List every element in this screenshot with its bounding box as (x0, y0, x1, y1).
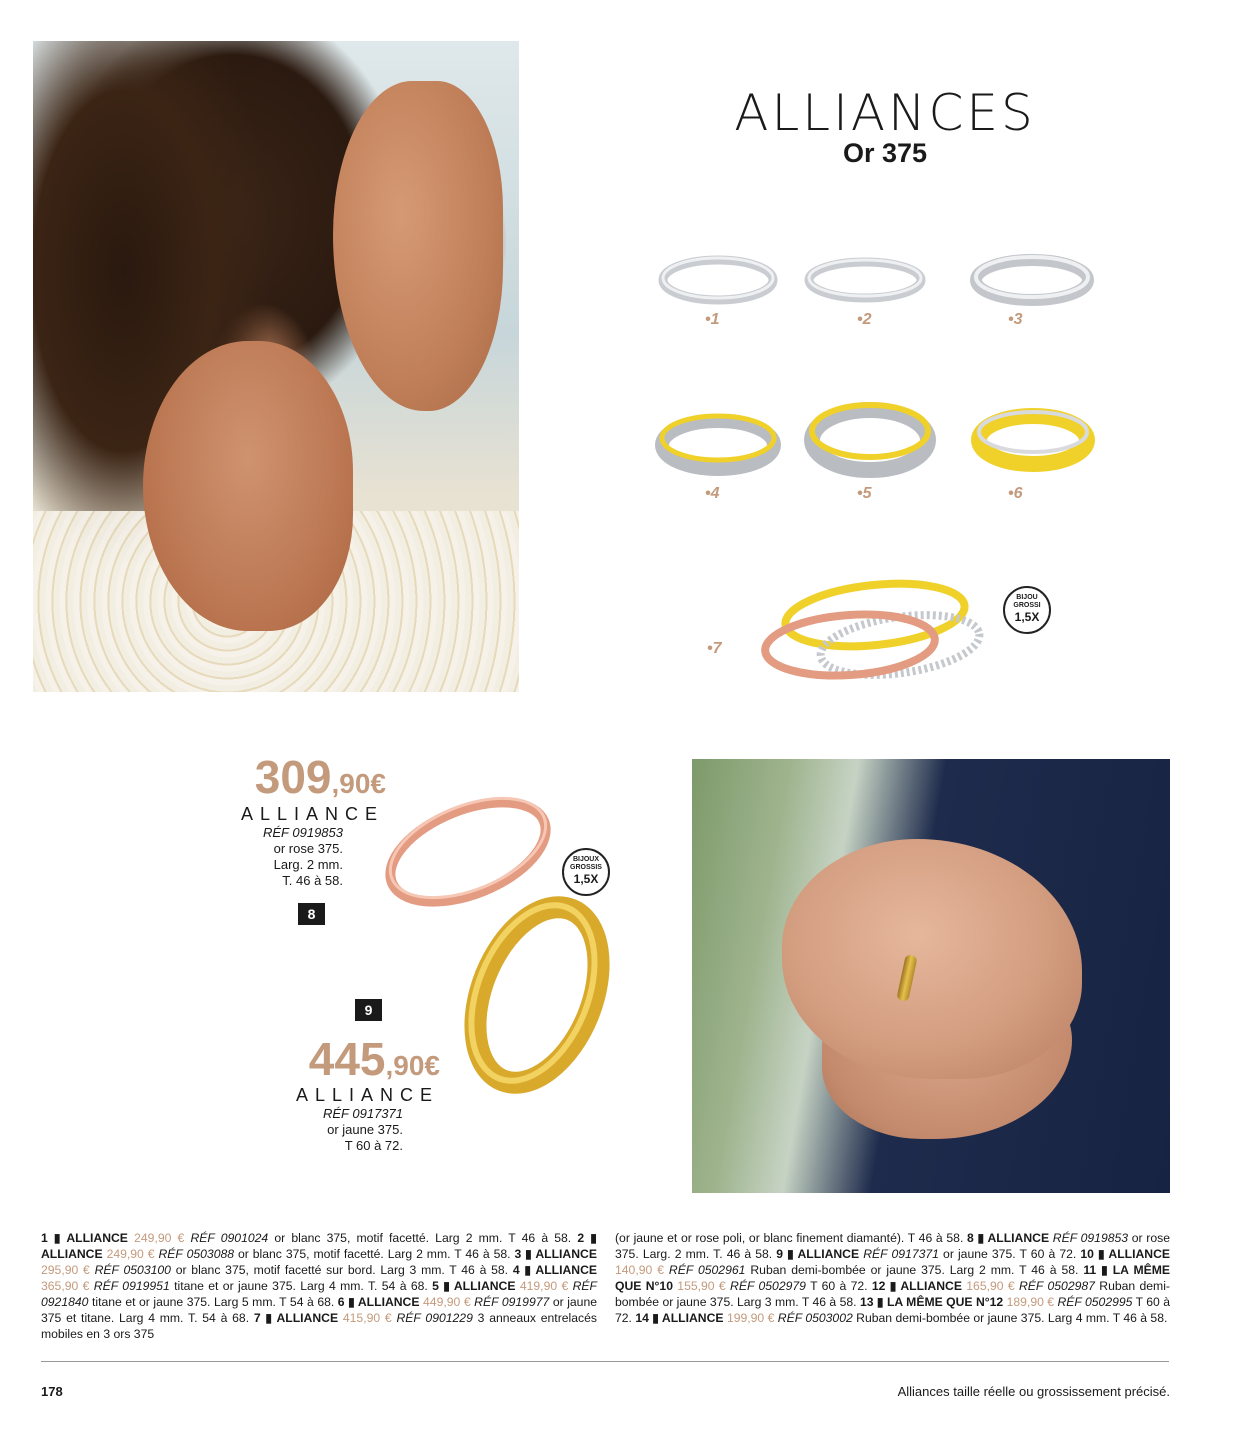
desc-item-text: 3 anneaux entrelacés mobiles en 3 ors 375 (41, 1311, 597, 1341)
ring-thumb-5[interactable] (800, 395, 930, 502)
badge-mid-scale: 1,5X (573, 872, 599, 886)
desc-item-name: 3 ▮ ALLIANCE (514, 1247, 597, 1261)
ring-9-image (455, 895, 620, 1095)
badge-mid-line2: GROSSIS (570, 864, 602, 871)
ring-thumb-7[interactable] (755, 575, 995, 725)
ring-thumb-6[interactable] (965, 400, 1095, 500)
label-product-9: ALLIANCE (295, 1085, 439, 1105)
ring-2-number: •2 (857, 311, 872, 328)
hand-upper-shape (782, 839, 1082, 1079)
ref-8: RÉF 0919853 (263, 825, 343, 840)
price-8-dec: ,90€ (331, 768, 386, 799)
footer-note: Alliances taille réelle ou grossissement précisé. (897, 1384, 1170, 1399)
ring-thumb-4[interactable] (655, 405, 785, 505)
info-product-9 (260, 1106, 403, 1154)
ring-7-number: •7 (707, 640, 722, 657)
ref-9: RÉF 0917371 (323, 1106, 403, 1121)
ring-3-image (965, 245, 1095, 315)
desc-item-text: or jaune 375 et titane. Larg 4 mm. T. 54 à 68. (41, 1295, 598, 1325)
info-9-line2: T 60 à 72. (344, 1138, 403, 1153)
page-subtitle: Or 375 (842, 138, 928, 168)
desc-item-text: titane et or jaune 375. Larg 5 mm. T 54 à 68. (91, 1295, 335, 1309)
ring-6-number: •6 (1008, 485, 1023, 502)
face-shape (333, 81, 503, 411)
desc-item-price: 249,90 € (134, 1231, 185, 1245)
desc-item-ref: RÉF 0921840 (41, 1279, 597, 1309)
desc-item-text: Ruban demi-bombée or jaune 375. Larg 4 mm. T 46 à 58. (856, 1311, 1168, 1325)
desc-item-name: 4 ▮ ALLIANCE (512, 1263, 597, 1277)
description-right-column (615, 1230, 1170, 1326)
ring-6-image (965, 400, 1105, 480)
desc-item-price: 249,90 € (106, 1247, 155, 1261)
desc-item-name: 9 ▮ ALLIANCE (776, 1247, 860, 1261)
desc-item-name: 7 ▮ ALLIANCE (253, 1311, 339, 1325)
desc-item-price: 365,90 € (41, 1279, 90, 1293)
ring-1-image (655, 245, 785, 315)
price-product-8 (238, 750, 386, 804)
ring-5-image (800, 395, 940, 485)
badge-top-line1: BIJOU (1016, 594, 1038, 601)
desc-item-text: T 60 à 72. (810, 1279, 868, 1293)
desc-item-price: 415,90 € (342, 1311, 392, 1325)
magnification-badge-top (1003, 586, 1051, 634)
desc-item-ref: RÉF 0502961 (668, 1263, 746, 1277)
desc-item-name: 12 ▮ ALLIANCE (871, 1279, 962, 1293)
desc-item-text: T 60 à 72. (615, 1295, 1170, 1325)
desc-item-ref: RÉF 0502979 (730, 1279, 806, 1293)
desc-item-name: 11 ▮ LA MÊME QUE N°10 (615, 1263, 1171, 1293)
hand-shape (143, 341, 353, 631)
desc-item-ref: RÉF 0502987 (1019, 1279, 1095, 1293)
price-product-9 (290, 1032, 440, 1086)
ring-3-number: •3 (1008, 311, 1023, 328)
hands-photo (692, 759, 1170, 1193)
desc-item-name: 8 ▮ ALLIANCE (967, 1231, 1050, 1245)
magnification-badge-mid (562, 848, 610, 896)
woman-photo (33, 41, 519, 692)
desc-right-start: (or jaune et or rose poli, or blanc finement diamanté). T 46 à 58. (615, 1231, 964, 1245)
number-box-8: 8 (298, 903, 325, 925)
desc-item-text: or blanc 375, motif facetté. Larg 2 mm. T 46 à 58. (274, 1231, 572, 1245)
info-product-8 (200, 825, 343, 889)
desc-item-ref: RÉF 0901024 (190, 1231, 269, 1245)
desc-item-name: 6 ▮ ALLIANCE (337, 1295, 420, 1309)
desc-item-ref: RÉF 0917371 (863, 1247, 939, 1261)
label-product-8: ALLIANCE (240, 804, 384, 824)
ring-thumb-1[interactable] (655, 245, 785, 345)
desc-item-text: Ruban demi-bombée or jaune 375. Larg 3 mm. T 46 à 58. (615, 1279, 1170, 1309)
desc-item-name: 5 ▮ ALLIANCE (432, 1279, 516, 1293)
ring-thumb-2[interactable] (800, 245, 930, 345)
price-9-dec: ,90€ (385, 1050, 440, 1081)
badge-mid-line1: BIJOUX (572, 856, 600, 863)
ring-7-image (755, 575, 995, 725)
desc-item-price: 140,90 € (615, 1263, 664, 1277)
desc-item-text: or jaune 375. T 60 à 72. (943, 1247, 1077, 1261)
ring-1-number: •1 (705, 311, 720, 328)
desc-item-name: 2 ▮ ALLIANCE (41, 1231, 597, 1261)
desc-item-price: 419,90 € (519, 1279, 569, 1293)
desc-item-price: 189,90 € (1006, 1295, 1055, 1309)
desc-item-ref: RÉF 0919977 (474, 1295, 550, 1309)
desc-item-price: 155,90 € (677, 1279, 726, 1293)
desc-item-text: or blanc 375, motif facetté. Larg 2 mm. T 46 à 58. (237, 1247, 511, 1261)
desc-item-name: 10 ▮ ALLIANCE (1080, 1247, 1171, 1261)
desc-item-ref: RÉF 0901229 (396, 1311, 473, 1325)
desc-item-ref: RÉF 0502995 (1057, 1295, 1133, 1309)
info-8-line2: Larg. 2 mm. (273, 857, 343, 872)
info-9-line1: or jaune 375. (327, 1122, 403, 1137)
ring-9-photo[interactable] (455, 895, 620, 1095)
desc-item-name: 14 ▮ ALLIANCE (635, 1311, 724, 1325)
info-8-line3: T. 46 à 58. (282, 873, 343, 888)
desc-item-price: 165,90 € (966, 1279, 1015, 1293)
desc-item-price: 199,90 € (726, 1311, 775, 1325)
desc-item-name: 1 ▮ ALLIANCE (41, 1231, 128, 1245)
footer-divider (41, 1361, 1169, 1362)
info-8-line1: or rose 375. (273, 841, 343, 856)
desc-item-ref: RÉF 0919951 (93, 1279, 170, 1293)
ring-5-number: •5 (857, 485, 872, 502)
desc-item-ref: RÉF 0503100 (94, 1263, 171, 1277)
desc-item-ref: RÉF 0503088 (158, 1247, 235, 1261)
description-left-column (41, 1230, 597, 1342)
desc-item-ref: RÉF 0503002 (777, 1311, 853, 1325)
badge-top-line2: GROSSI (1013, 602, 1041, 609)
number-box-9: 9 (355, 999, 382, 1021)
page-number: 178 (41, 1384, 63, 1399)
desc-item-name: 13 ▮ LA MÊME QUE N°12 (859, 1295, 1004, 1309)
desc-item-price: 449,90 € (423, 1295, 471, 1309)
price-8-int: 309 (254, 751, 332, 803)
ring-4-image (655, 405, 785, 485)
desc-item-text: or rose 375. Larg. 2 mm. T. 46 à 58. (615, 1231, 1171, 1261)
badge-top-scale: 1,5X (1014, 610, 1040, 624)
page-title: ALLIANCES (734, 84, 1036, 142)
desc-item-text: Ruban demi-bombée or jaune 375. Larg 2 mm. T 46 à 58. (750, 1263, 1079, 1277)
price-9-int: 445 (308, 1033, 386, 1085)
ring-thumb-3[interactable] (965, 245, 1095, 345)
desc-item-ref: RÉF 0919853 (1052, 1231, 1129, 1245)
desc-item-text: titane et or jaune 375. Larg 4 mm. T. 54 à 68. (174, 1279, 428, 1293)
ring-4-number: •4 (705, 485, 720, 502)
ring-2-image (800, 245, 930, 315)
desc-item-text: or blanc 375, motif facetté sur bord. Larg 3 mm. T 46 à 58. (175, 1263, 509, 1277)
desc-item-price: 295,90 € (41, 1263, 90, 1277)
